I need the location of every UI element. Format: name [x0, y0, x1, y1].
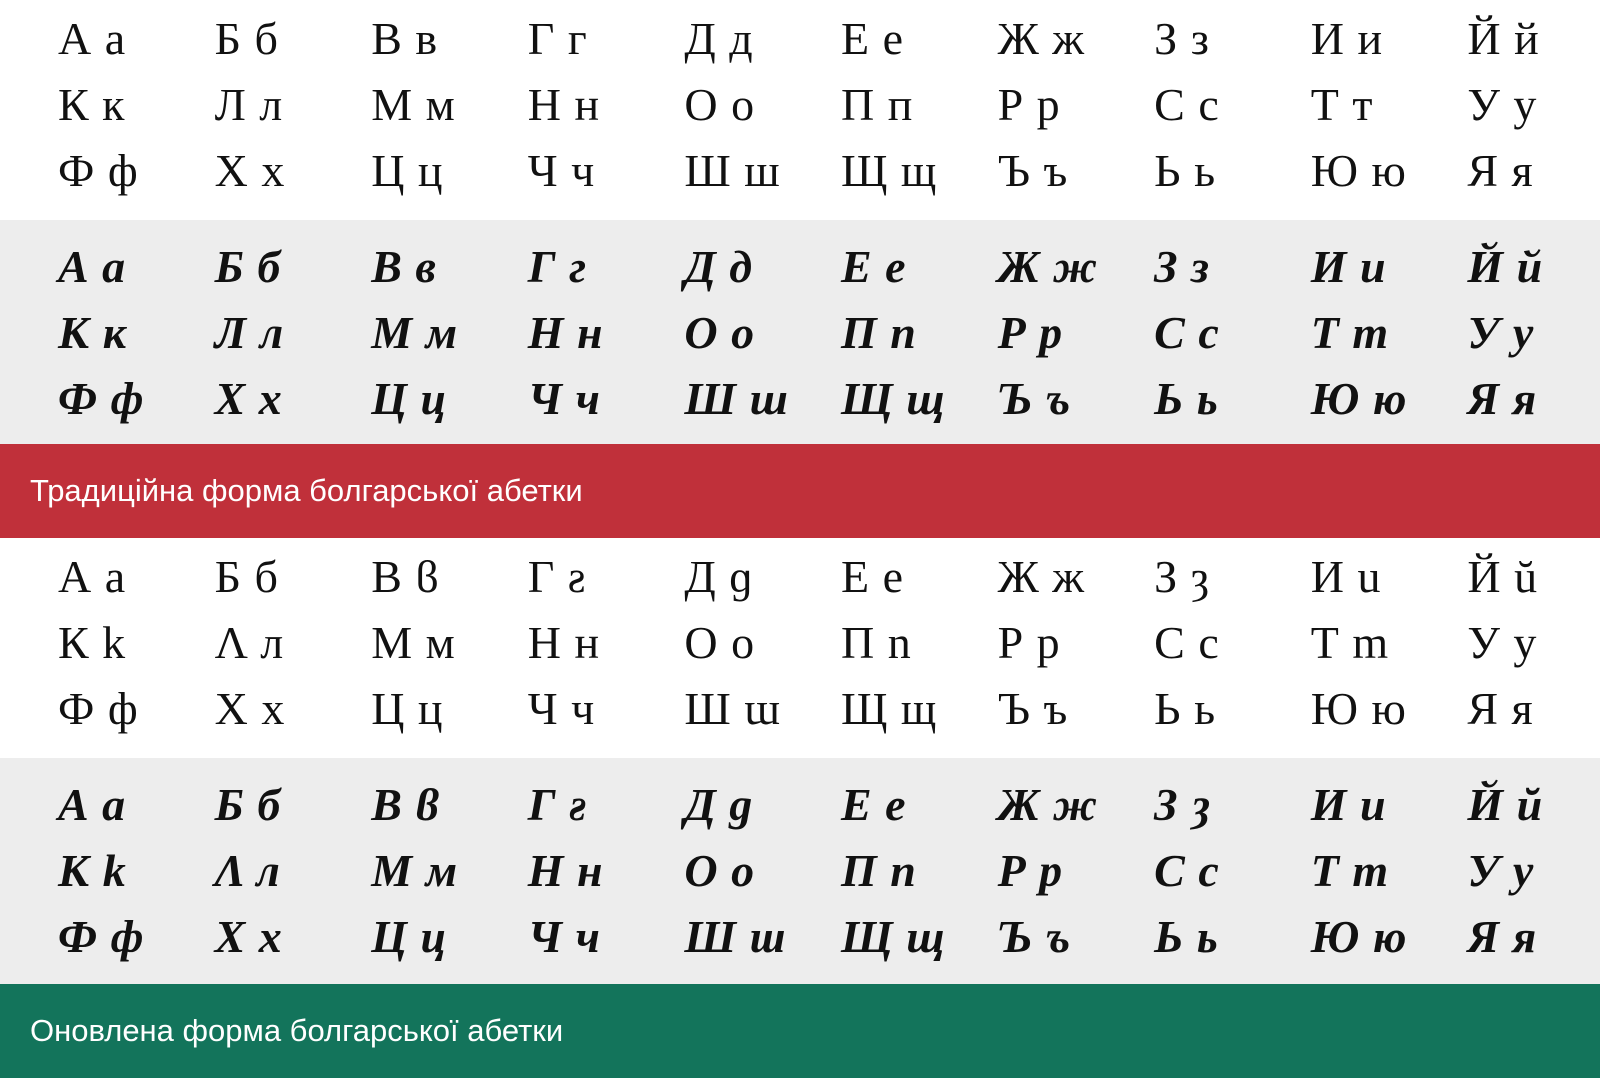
- letter-pair: Х х: [214, 683, 286, 734]
- letter-pair: Х х: [214, 145, 286, 196]
- letter-pair: А а: [58, 551, 127, 602]
- letter-row: [0, 838, 1600, 904]
- letter-pair: Н н: [527, 307, 604, 358]
- letter-pair: Ъ ъ: [997, 683, 1069, 734]
- letter-pair: Я я: [1467, 683, 1534, 734]
- letter-pair: Ш ɯ: [684, 683, 782, 734]
- letter-pair: Е е: [840, 779, 907, 830]
- letter-pair: Ц ц: [371, 683, 444, 734]
- letter-row: [0, 610, 1600, 676]
- letter-pair: Ю ю: [1310, 145, 1407, 196]
- letter-pair: Я я: [1467, 911, 1538, 962]
- letter-pair: Г г: [527, 241, 588, 292]
- letter-pair: К к: [58, 79, 126, 130]
- letter-pair: Й й: [1467, 13, 1540, 64]
- letter-pair: Ч ч: [527, 145, 596, 196]
- letter-pair: Д ɡ: [684, 551, 754, 602]
- letter-pair: К к: [58, 307, 128, 358]
- letter-pair: И u: [1310, 779, 1387, 830]
- letter-pair: К k: [58, 845, 127, 896]
- letter-row: [0, 234, 1600, 300]
- letter-pair: Н н: [527, 845, 604, 896]
- letter-pair: С с: [1154, 845, 1220, 896]
- letter-pair: Ю ю: [1310, 683, 1407, 734]
- letter-pair: М м: [371, 79, 456, 130]
- letter-pair: М м: [371, 307, 459, 358]
- letter-pair: Ю ю: [1310, 373, 1408, 424]
- letter-pair: Λ л: [214, 845, 281, 896]
- letter-pair: О о: [684, 79, 756, 130]
- letter-row: [0, 544, 1600, 610]
- letter-pair: Ь ь: [1154, 145, 1217, 196]
- letter-pair: Ъ ъ: [997, 373, 1072, 424]
- letter-pair: П n: [840, 617, 912, 668]
- letter-row: [0, 6, 1600, 72]
- letter-pair: Т m: [1310, 845, 1390, 896]
- letter-pair: Т т: [1310, 79, 1374, 130]
- letter-pair: Б б: [214, 551, 279, 602]
- letter-pair: Й ŭ: [1467, 551, 1539, 602]
- letter-row: [0, 904, 1600, 970]
- letter-pair: Ц ц: [371, 911, 448, 962]
- letter-pair: Ж ж: [997, 779, 1099, 830]
- letter-pair: Щ щ: [840, 911, 946, 962]
- letter-pair: Ж ж: [997, 241, 1099, 292]
- letter-row: [0, 300, 1600, 366]
- letter-pair: Ф ф: [58, 145, 139, 196]
- letter-pair: Б б: [214, 241, 282, 292]
- letter-row: [0, 772, 1600, 838]
- traditional-italic-panel: [0, 220, 1600, 444]
- letter-pair: Т m: [1310, 617, 1390, 668]
- letter-pair: К k: [58, 617, 127, 668]
- letter-pair: Н н: [527, 617, 601, 668]
- letter-pair: Х х: [214, 373, 283, 424]
- letter-pair: А а: [58, 241, 127, 292]
- traditional-caption-banner: [0, 444, 1600, 538]
- letter-pair: Ч ч: [527, 911, 601, 962]
- traditional-caption: Традиційна форма болгарської абетки: [30, 473, 583, 508]
- updated-upright-panel: [0, 538, 1600, 758]
- letter-pair: Д д: [684, 241, 754, 292]
- letter-pair: О о: [684, 845, 756, 896]
- letter-pair: Щ щ: [840, 145, 938, 196]
- letter-pair: У у: [1467, 617, 1538, 668]
- letter-pair: Щ щ: [840, 683, 938, 734]
- letter-pair: Ц ц: [371, 373, 448, 424]
- letter-pair: Ц ц: [371, 145, 444, 196]
- letter-row: [0, 72, 1600, 138]
- letter-pair: Ш ш: [684, 373, 789, 424]
- letter-pair: З ȝ: [1154, 551, 1210, 602]
- letter-pair: Ж ж: [997, 551, 1086, 602]
- letter-pair: С с: [1154, 307, 1220, 358]
- letter-pair: И и: [1310, 13, 1384, 64]
- letter-pair: Ч ч: [527, 683, 596, 734]
- letter-pair: Р р: [997, 307, 1064, 358]
- letter-pair: У у: [1467, 307, 1535, 358]
- letter-pair: Ъ ъ: [997, 145, 1069, 196]
- letter-row: [0, 676, 1600, 742]
- letter-pair: С с: [1154, 79, 1220, 130]
- letter-pair: В в: [371, 241, 437, 292]
- letter-row: [0, 366, 1600, 432]
- letter-pair: Б б: [214, 779, 282, 830]
- letter-pair: Г ƨ: [527, 779, 588, 830]
- updated-caption-banner: [0, 984, 1600, 1078]
- letter-pair: Щ щ: [840, 373, 946, 424]
- letter-pair: Ч ч: [527, 373, 601, 424]
- letter-pair: А а: [58, 779, 127, 830]
- letter-pair: Й й: [1467, 241, 1544, 292]
- letter-pair: З з: [1154, 13, 1210, 64]
- letter-pair: Г г: [527, 13, 588, 64]
- letter-pair: Λ л: [214, 617, 285, 668]
- letter-pair: У у: [1467, 79, 1538, 130]
- letter-pair: Т т: [1310, 307, 1390, 358]
- letter-pair: Е е: [840, 13, 904, 64]
- letter-pair: У у: [1467, 845, 1535, 896]
- letter-pair: С с: [1154, 617, 1220, 668]
- letter-pair: Й ŭ: [1467, 779, 1544, 830]
- letter-pair: И u: [1310, 551, 1382, 602]
- letter-pair: Ю ю: [1310, 911, 1408, 962]
- letter-pair: Л л: [214, 307, 285, 358]
- letter-pair: Р р: [997, 617, 1061, 668]
- letter-pair: В ϐ: [371, 551, 440, 602]
- updated-italic-panel: [0, 758, 1600, 984]
- letter-pair: Х х: [214, 911, 283, 962]
- letter-pair: З ȝ: [1154, 779, 1213, 830]
- letter-pair: Ф ф: [58, 373, 145, 424]
- letter-pair: Р р: [997, 845, 1064, 896]
- letter-pair: Ф ф: [58, 683, 139, 734]
- letter-pair: П п: [840, 307, 917, 358]
- letter-pair: Р р: [997, 79, 1061, 130]
- traditional-upright-panel: [0, 0, 1600, 220]
- letter-pair: В ϐ: [371, 779, 440, 830]
- letter-pair: Е е: [840, 551, 904, 602]
- letter-pair: П п: [840, 79, 914, 130]
- updated-caption: Оновлена форма болгарської абетки: [30, 1013, 564, 1048]
- letter-pair: О о: [684, 307, 756, 358]
- letter-pair: З з: [1154, 241, 1211, 292]
- letter-pair: Ь ь: [1154, 683, 1217, 734]
- letter-pair: М м: [371, 617, 456, 668]
- letter-pair: Ъ ъ: [997, 911, 1072, 962]
- letter-pair: М м: [371, 845, 459, 896]
- letter-pair: Ф ф: [58, 911, 145, 962]
- letter-pair: Ш ɯ: [684, 911, 787, 962]
- letter-pair: А а: [58, 13, 127, 64]
- letter-pair: Г ƨ: [527, 551, 587, 602]
- letter-pair: Ш ш: [684, 145, 781, 196]
- letter-pair: Б б: [214, 13, 279, 64]
- letter-pair: В в: [371, 13, 439, 64]
- letter-row: [0, 138, 1600, 204]
- letter-pair: Я я: [1467, 373, 1538, 424]
- letter-pair: Я я: [1467, 145, 1534, 196]
- letter-pair: Ж ж: [997, 13, 1086, 64]
- letter-pair: Е е: [840, 241, 907, 292]
- letter-pair: Ь ь: [1154, 373, 1219, 424]
- letter-pair: Л л: [214, 79, 284, 130]
- letter-pair: Ь ь: [1154, 911, 1219, 962]
- letter-pair: Д ɡ: [684, 779, 754, 830]
- letter-pair: И и: [1310, 241, 1387, 292]
- letter-pair: О о: [684, 617, 756, 668]
- letter-pair: П n: [840, 845, 917, 896]
- letter-pair: Д д: [684, 13, 754, 64]
- letter-pair: Н н: [527, 79, 601, 130]
